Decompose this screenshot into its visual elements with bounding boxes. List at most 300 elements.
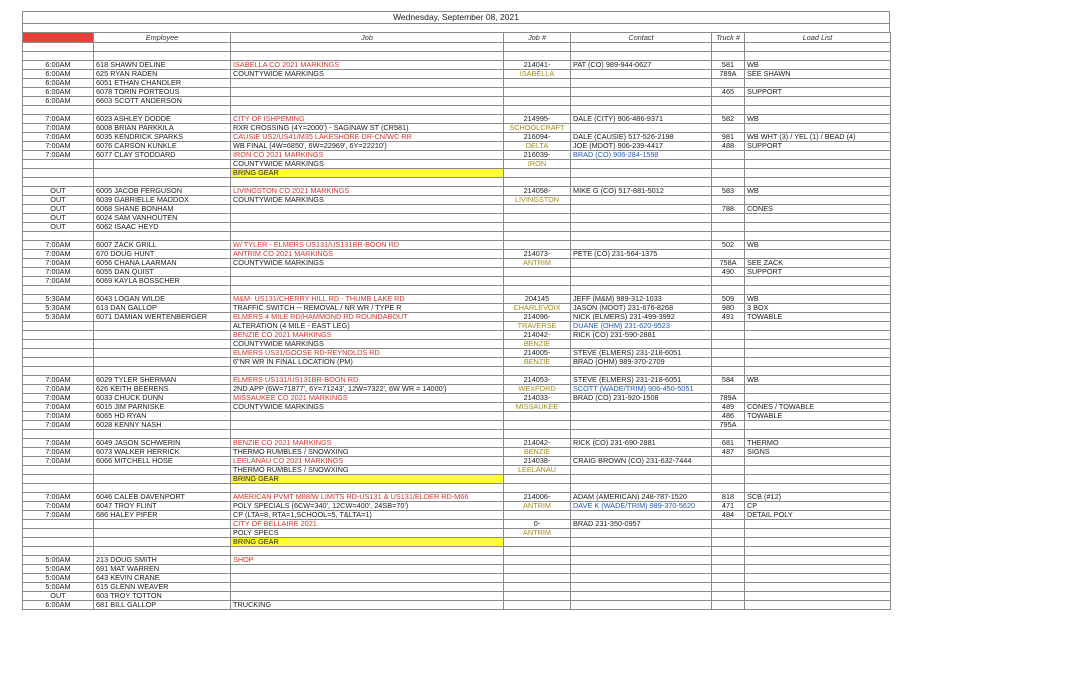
cell-job-number <box>504 583 571 592</box>
cell-job: COUNTYWIDE MARKINGS <box>231 70 504 79</box>
cell-truck-number: 788 <box>712 205 745 214</box>
cell-time <box>23 358 94 367</box>
cell-job-number <box>504 268 571 277</box>
cell-employee: 603 TROY TOTTON <box>94 592 231 601</box>
cell-time: 5:30AM <box>23 295 94 304</box>
cell-job <box>231 223 504 232</box>
cell-job-number <box>504 412 571 421</box>
cell-contact <box>571 556 712 565</box>
cell-truck-number <box>712 232 745 241</box>
cell-truck-number <box>712 277 745 286</box>
cell-job-number: ISABELLA <box>504 70 571 79</box>
cell-employee <box>94 52 231 61</box>
cell-load-list <box>745 565 891 574</box>
cell-job: BRING GEAR <box>231 538 504 547</box>
cell-time <box>23 547 94 556</box>
cell-employee: 643 KEVIN CRANE <box>94 574 231 583</box>
cell-job: ALTERATION (4 MILE - EAST LEG) <box>231 322 504 331</box>
table-row <box>23 493 891 502</box>
cell-load-list: SUPPORT <box>745 142 891 151</box>
cell-job: COUNTYWIDE MARKINGS <box>231 259 504 268</box>
cell-load-list <box>745 529 891 538</box>
cell-load-list <box>745 196 891 205</box>
cell-truck-number: 465 <box>712 88 745 97</box>
cell-time: 7:00AM <box>23 439 94 448</box>
cell-job-number <box>504 223 571 232</box>
cell-contact <box>571 169 712 178</box>
cell-job: COUNTYWIDE MARKINGS <box>231 340 504 349</box>
cell-truck-number <box>712 151 745 160</box>
table-row <box>23 106 891 115</box>
cell-job-number: 0- <box>504 520 571 529</box>
cell-contact <box>571 421 712 430</box>
cell-job-number <box>504 565 571 574</box>
table-row <box>23 196 891 205</box>
cell-load-list <box>745 547 891 556</box>
cell-load-list <box>745 457 891 466</box>
table-row <box>23 187 891 196</box>
table-row <box>23 385 891 394</box>
cell-truck-number <box>712 475 745 484</box>
table-row <box>23 331 891 340</box>
table-row <box>23 97 891 106</box>
cell-load-list <box>745 151 891 160</box>
cell-job-number: 216039- <box>504 151 571 160</box>
table-row <box>23 412 891 421</box>
cell-time <box>23 178 94 187</box>
cell-employee: 6015 JIM PARNISKE <box>94 403 231 412</box>
cell-contact <box>571 367 712 376</box>
table-row <box>23 61 891 70</box>
cell-employee: 626 KEITH BEERENS <box>94 385 231 394</box>
cell-job: THERMO RUMBLES / SNOWXING <box>231 466 504 475</box>
cell-contact: JASON (MDOT) 231-676-8268 <box>571 304 712 313</box>
table-row <box>23 259 891 268</box>
cell-job: POLY SPECS <box>231 529 504 538</box>
cell-truck-number <box>712 466 745 475</box>
cell-load-list <box>745 538 891 547</box>
cell-time: 7:00AM <box>23 448 94 457</box>
cell-job-number: ANTRIM <box>504 529 571 538</box>
cell-load-list <box>745 169 891 178</box>
cell-job: LEELANAU CO 2021 MARKINGS <box>231 457 504 466</box>
cell-time <box>23 322 94 331</box>
cell-employee: 615 GLENN WEAVER <box>94 583 231 592</box>
cell-load-list <box>745 250 891 259</box>
column-header-contact: Contact <box>571 33 712 43</box>
table-row <box>23 358 891 367</box>
cell-contact <box>571 79 712 88</box>
cell-load-list <box>745 214 891 223</box>
cell-truck-number <box>712 385 745 394</box>
cell-time: 7:00AM <box>23 250 94 259</box>
cell-truck-number: 490 <box>712 268 745 277</box>
cell-time: 6:00AM <box>23 601 94 610</box>
cell-employee: 6049 JASON SCHWERIN <box>94 439 231 448</box>
cell-job <box>231 232 504 241</box>
cell-job: BRING GEAR <box>231 169 504 178</box>
cell-job: COUNTYWIDE MARKINGS <box>231 403 504 412</box>
table-row <box>23 88 891 97</box>
cell-job-number <box>504 538 571 547</box>
cell-truck-number <box>712 178 745 187</box>
cell-truck-number <box>712 484 745 493</box>
cell-contact: ADAM (AMERICAN) 248-787-1520 <box>571 493 712 502</box>
column-header-time: Time <box>23 33 94 43</box>
cell-load-list <box>745 331 891 340</box>
cell-employee <box>94 286 231 295</box>
cell-job: BENZIE CO 2021 MARKINGS <box>231 439 504 448</box>
table-row <box>23 538 891 547</box>
cell-job <box>231 88 504 97</box>
table-row <box>23 601 891 610</box>
cell-job-number: 214041- <box>504 61 571 70</box>
cell-job: 6"NR WR IN FINAL LOCATION (PM) <box>231 358 504 367</box>
cell-job-number: 214995- <box>504 115 571 124</box>
cell-load-list <box>745 322 891 331</box>
cell-contact <box>571 475 712 484</box>
table-row <box>23 178 891 187</box>
cell-job-number: 214033- <box>504 394 571 403</box>
cell-contact <box>571 403 712 412</box>
column-header-employee: Employee <box>94 33 231 43</box>
cell-employee: 6046 CALEB DAVENPORT <box>94 493 231 502</box>
cell-time <box>23 520 94 529</box>
cell-contact <box>571 88 712 97</box>
cell-truck-number: 471 <box>712 502 745 511</box>
cell-load-list <box>745 124 891 133</box>
cell-job-number: BENZIE <box>504 448 571 457</box>
cell-employee: 6071 DAMIAN WERTENBERGER <box>94 313 231 322</box>
cell-time: 7:00AM <box>23 259 94 268</box>
cell-truck-number <box>712 196 745 205</box>
table-row <box>23 466 891 475</box>
cell-employee: 6005 JACOB FERGUSON <box>94 187 231 196</box>
column-header-load-list: Load List <box>745 33 891 43</box>
cell-job-number: 214006- <box>504 493 571 502</box>
cell-truck-number <box>712 574 745 583</box>
cell-contact <box>571 448 712 457</box>
cell-job: MISSAUKEE CO 2021 MARKINGS <box>231 394 504 403</box>
cell-truck-number <box>712 79 745 88</box>
cell-contact: BRAD (CO) 231-920-1508 <box>571 394 712 403</box>
cell-truck-number <box>712 106 745 115</box>
cell-employee: 6065 HD RYAN <box>94 412 231 421</box>
cell-time <box>23 160 94 169</box>
table-row <box>23 304 891 313</box>
cell-employee <box>94 160 231 169</box>
cell-employee: 6043 LOGAN WILDE <box>94 295 231 304</box>
cell-job <box>231 286 504 295</box>
cell-truck-number <box>712 286 745 295</box>
cell-load-list <box>745 574 891 583</box>
cell-contact: MIKE G (CO) 517-881-5012 <box>571 187 712 196</box>
table-row <box>23 574 891 583</box>
cell-contact: CRAIG BROWN (CO) 231-632-7444 <box>571 457 712 466</box>
cell-load-list: WB <box>745 187 891 196</box>
cell-truck-number <box>712 97 745 106</box>
cell-job <box>231 583 504 592</box>
cell-contact: BRAD 231-350-0957 <box>571 520 712 529</box>
cell-truck-number <box>712 340 745 349</box>
cell-job <box>231 412 504 421</box>
cell-job <box>231 178 504 187</box>
cell-time: 6:00AM <box>23 88 94 97</box>
cell-job-number <box>504 52 571 61</box>
cell-contact <box>571 538 712 547</box>
cell-load-list <box>745 160 891 169</box>
cell-employee: 691 MAT WARREN <box>94 565 231 574</box>
schedule-date-title: Wednesday, September 08, 2021 <box>22 11 890 23</box>
cell-contact: JEFF (M&M) 989-312-1033 <box>571 295 712 304</box>
cell-load-list: WB <box>745 376 891 385</box>
cell-contact <box>571 547 712 556</box>
cell-job-number <box>504 286 571 295</box>
cell-contact: STEVE (ELMERS) 231-218-6051 <box>571 349 712 358</box>
cell-time: OUT <box>23 592 94 601</box>
cell-job <box>231 205 504 214</box>
cell-job <box>231 79 504 88</box>
cell-job: CAUSIE US2/US41/M35 LAKESHORE DR-CN/WC RR <box>231 133 504 142</box>
cell-contact <box>571 430 712 439</box>
cell-employee <box>94 538 231 547</box>
cell-time: 7:00AM <box>23 151 94 160</box>
cell-job-number: MISSAUKEE <box>504 403 571 412</box>
cell-time: 5:30AM <box>23 304 94 313</box>
cell-job-number <box>504 241 571 250</box>
cell-load-list <box>745 232 891 241</box>
cell-time: OUT <box>23 205 94 214</box>
cell-load-list: SEE ZACK <box>745 259 891 268</box>
cell-time: 7:00AM <box>23 142 94 151</box>
cell-truck-number <box>712 547 745 556</box>
cell-job <box>231 484 504 493</box>
cell-truck-number: 981 <box>712 133 745 142</box>
cell-load-list: WB <box>745 61 891 70</box>
cell-employee: 6055 DAN QUIST <box>94 268 231 277</box>
cell-contact: RICK (CO) 231-590-2881 <box>571 331 712 340</box>
cell-time: 7:00AM <box>23 268 94 277</box>
column-header-row <box>23 33 891 43</box>
cell-contact <box>571 232 712 241</box>
cell-load-list <box>745 223 891 232</box>
cell-job-number <box>504 556 571 565</box>
cell-employee <box>94 106 231 115</box>
cell-job: IRON CO 2021 MARKINGS <box>231 151 504 160</box>
cell-job: LIVINGSTON CO 2021 MARKINGS <box>231 187 504 196</box>
cell-truck-number <box>712 349 745 358</box>
cell-contact <box>571 70 712 79</box>
cell-load-list: THERMO <box>745 439 891 448</box>
cell-time: 5:30AM <box>23 313 94 322</box>
table-row <box>23 223 891 232</box>
cell-job-number: 214053- <box>504 376 571 385</box>
cell-employee <box>94 367 231 376</box>
cell-load-list: WB WHT (3) / YEL (1) / BEAD (4) <box>745 133 891 142</box>
table-row <box>23 394 891 403</box>
cell-truck-number <box>712 529 745 538</box>
cell-employee <box>94 349 231 358</box>
cell-job <box>231 268 504 277</box>
table-row <box>23 124 891 133</box>
cell-employee <box>94 475 231 484</box>
cell-employee <box>94 178 231 187</box>
table-row <box>23 205 891 214</box>
table-row <box>23 340 891 349</box>
cell-job: ANTRIM CO 2021 MARKINGS <box>231 250 504 259</box>
cell-job: ELMERS US31/GOOSE RD-REYNOLDS RD <box>231 349 504 358</box>
column-header-job: Job <box>231 33 504 43</box>
table-row <box>23 151 891 160</box>
cell-load-list <box>745 583 891 592</box>
cell-employee: 6056 CHANA LAARMAN <box>94 259 231 268</box>
cell-job <box>231 592 504 601</box>
cell-time: 7:00AM <box>23 493 94 502</box>
table-row <box>23 232 891 241</box>
cell-job-number <box>504 511 571 520</box>
cell-job-number <box>504 430 571 439</box>
cell-job <box>231 367 504 376</box>
cell-truck-number: 484 <box>712 511 745 520</box>
cell-contact: PETE (CO) 231-564-1375 <box>571 250 712 259</box>
cell-employee: 6076 CARSON KUNKLE <box>94 142 231 151</box>
cell-contact <box>571 529 712 538</box>
table-row <box>23 511 891 520</box>
cell-load-list: SEE SHAWN <box>745 70 891 79</box>
table-row <box>23 133 891 142</box>
cell-job: COUNTYWIDE MARKINGS <box>231 196 504 205</box>
cell-employee <box>94 484 231 493</box>
cell-truck-number: 502 <box>712 241 745 250</box>
cell-job-number: SCHOOLCRAFT <box>504 124 571 133</box>
cell-contact <box>571 196 712 205</box>
cell-job-number: BENZIE <box>504 358 571 367</box>
table-row <box>23 565 891 574</box>
table-row <box>23 475 891 484</box>
cell-load-list <box>745 475 891 484</box>
cell-load-list: SUPPORT <box>745 88 891 97</box>
cell-job-number <box>504 214 571 223</box>
cell-truck-number <box>712 223 745 232</box>
cell-contact <box>571 412 712 421</box>
cell-employee: 6051 ETHAN CHANDLER <box>94 79 231 88</box>
cell-truck-number <box>712 214 745 223</box>
cell-truck-number <box>712 322 745 331</box>
cell-contact: RICK (CO) 231-690-2881 <box>571 439 712 448</box>
cell-time <box>23 340 94 349</box>
cell-employee: 6603 SCOTT ANDERSON <box>94 97 231 106</box>
table-row <box>23 52 891 61</box>
table-row <box>23 367 891 376</box>
cell-time <box>23 466 94 475</box>
cell-time: 7:00AM <box>23 115 94 124</box>
cell-truck-number <box>712 358 745 367</box>
cell-load-list <box>745 286 891 295</box>
cell-job-number: IRON <box>504 160 571 169</box>
table-row <box>23 250 891 259</box>
schedule-rows <box>23 43 891 610</box>
cell-load-list: TOWABLE <box>745 412 891 421</box>
cell-truck-number <box>712 565 745 574</box>
cell-time: 5:00AM <box>23 583 94 592</box>
cell-contact <box>571 511 712 520</box>
cell-job-number <box>504 79 571 88</box>
cell-job <box>231 565 504 574</box>
cell-job-number: WEXFORD <box>504 385 571 394</box>
cell-job-number <box>504 88 571 97</box>
cell-employee <box>94 430 231 439</box>
cell-time: 7:00AM <box>23 403 94 412</box>
cell-job-number: ANTRIM <box>504 502 571 511</box>
cell-truck-number <box>712 43 745 52</box>
cell-job <box>231 430 504 439</box>
cell-truck-number: 758A <box>712 259 745 268</box>
cell-contact <box>571 592 712 601</box>
cell-employee: 618 SHAWN DELINE <box>94 61 231 70</box>
cell-job-number: 214096- <box>504 313 571 322</box>
cell-job-number <box>504 277 571 286</box>
cell-job-number <box>504 106 571 115</box>
cell-employee: 6033 CHUCK DUNN <box>94 394 231 403</box>
cell-employee <box>94 322 231 331</box>
cell-load-list <box>745 385 891 394</box>
cell-time: 7:00AM <box>23 502 94 511</box>
cell-truck-number <box>712 250 745 259</box>
cell-load-list <box>745 52 891 61</box>
cell-job-number <box>504 169 571 178</box>
cell-job: POLY SPECIALS (6CW=340', 12CW=400', 24SB=70') <box>231 502 504 511</box>
cell-job-number: 204145 <box>504 295 571 304</box>
cell-time <box>23 106 94 115</box>
cell-load-list: CONES / TOWABLE <box>745 403 891 412</box>
cell-job: M&M- US131/CHERRY HILL RD - THUMB LAKE RD <box>231 295 504 304</box>
cell-truck-number <box>712 124 745 133</box>
cell-load-list <box>745 556 891 565</box>
table-row <box>23 403 891 412</box>
cell-time: 7:00AM <box>23 376 94 385</box>
cell-truck-number: 582 <box>712 115 745 124</box>
cell-job: CITY OF BELLAIRE 2021 <box>231 520 504 529</box>
cell-contact <box>571 160 712 169</box>
cell-truck-number <box>712 430 745 439</box>
cell-job: TRUCKING <box>231 601 504 610</box>
cell-time <box>23 286 94 295</box>
cell-truck-number: 584 <box>712 376 745 385</box>
cell-time: 5:00AM <box>23 556 94 565</box>
cell-contact: BRAD (OHM) 989-370-2709 <box>571 358 712 367</box>
cell-job-number <box>504 592 571 601</box>
cell-load-list: CP <box>745 502 891 511</box>
cell-contact <box>571 106 712 115</box>
column-header-truck-number: Truck # <box>712 33 745 43</box>
cell-load-list <box>745 97 891 106</box>
cell-time: 6:00AM <box>23 79 94 88</box>
cell-job: BENZIE CO 2021 MARKINGS <box>231 331 504 340</box>
cell-job-number: 214042- <box>504 439 571 448</box>
cell-employee: 6008 BRIAN PARKKILA <box>94 124 231 133</box>
cell-contact: NICK (ELMERS) 231-499-3992 <box>571 313 712 322</box>
cell-contact <box>571 241 712 250</box>
table-row <box>23 583 891 592</box>
cell-load-list <box>745 358 891 367</box>
cell-job-number: 214058- <box>504 187 571 196</box>
cell-contact <box>571 286 712 295</box>
cell-time: 7:00AM <box>23 511 94 520</box>
cell-employee: 670 DOUG HUNT <box>94 250 231 259</box>
cell-time: 7:00AM <box>23 133 94 142</box>
cell-load-list: DETAIL POLY <box>745 511 891 520</box>
cell-contact <box>571 277 712 286</box>
